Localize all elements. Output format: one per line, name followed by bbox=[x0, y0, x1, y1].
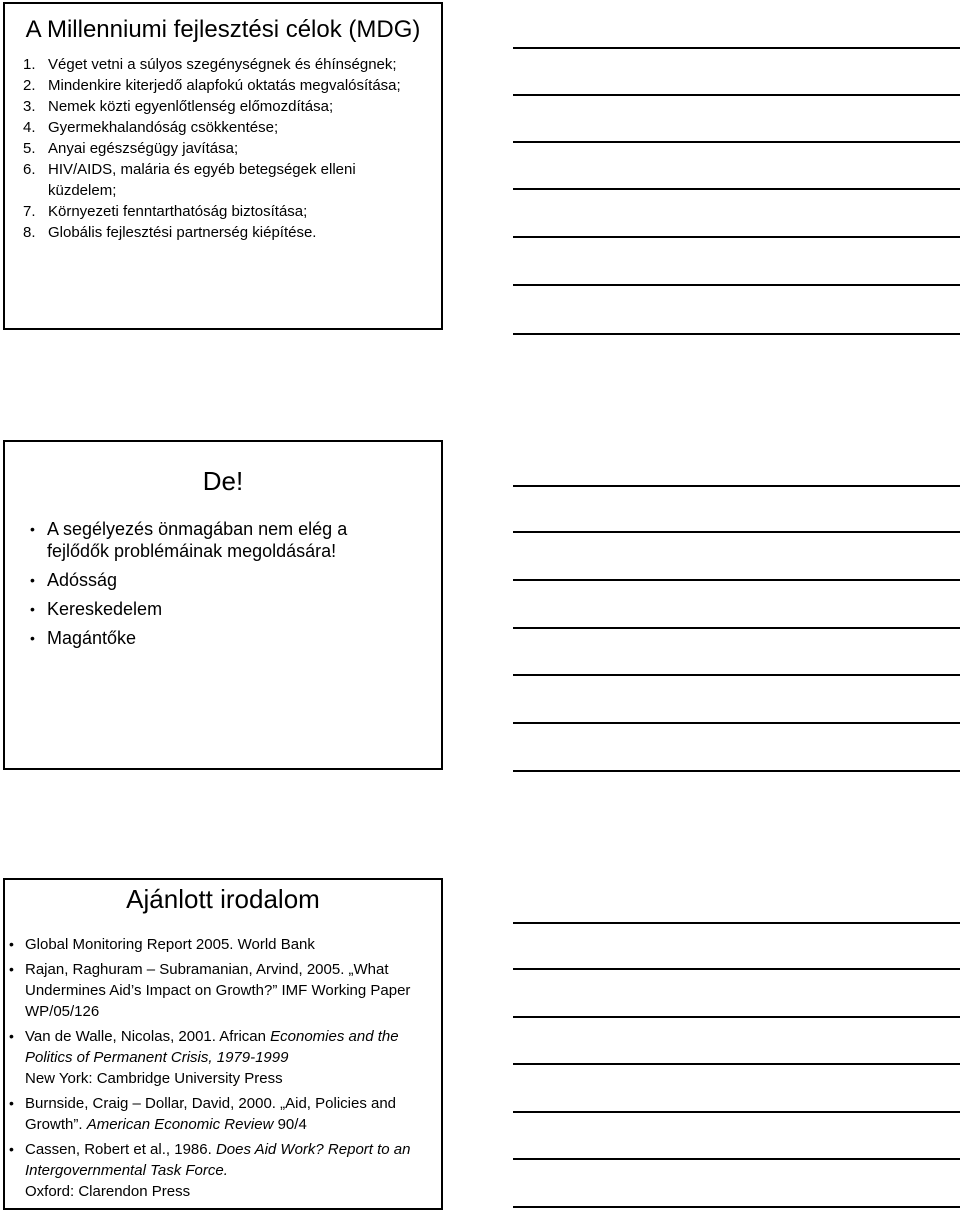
reference-item bbox=[25, 959, 435, 1022]
reference-item bbox=[25, 1139, 435, 1202]
item-text: HIV/AIDS, malária és egyéb betegségek elleni küzdelem; bbox=[48, 161, 356, 199]
item-text: Gyermekhalandóság csökkentése; bbox=[48, 119, 279, 136]
note-line bbox=[513, 579, 960, 581]
reference-item bbox=[25, 934, 435, 955]
note-line bbox=[513, 627, 960, 629]
list-item bbox=[23, 75, 441, 96]
bullet-list bbox=[5, 518, 441, 649]
reference-title: American Economic Review bbox=[86, 1116, 274, 1133]
list-item bbox=[23, 222, 441, 243]
item-number: 5. bbox=[23, 140, 36, 157]
note-line bbox=[513, 94, 960, 96]
note-line bbox=[513, 922, 960, 924]
note-line bbox=[513, 188, 960, 190]
note-line bbox=[513, 236, 960, 238]
slide-mdg bbox=[3, 2, 443, 330]
reference-title: Does Aid Work? Report to an Intergovernmental Task Force. bbox=[25, 1141, 411, 1179]
reference-text: Van de Walle, Nicolas, 2001. African bbox=[25, 1028, 271, 1045]
list-item bbox=[23, 159, 441, 201]
slide-title: A Millenniumi fejlesztési célok (MDG) bbox=[25, 16, 421, 43]
list-item: • Kereskedelem bbox=[47, 598, 397, 620]
note-line bbox=[513, 1158, 960, 1160]
reference-title: Economies and the Politics of Permanent Crisis, 1979-1999 bbox=[25, 1028, 399, 1066]
reference-publisher: 90/4 bbox=[273, 1116, 307, 1133]
note-line bbox=[513, 1111, 960, 1113]
item-number: 7. bbox=[23, 203, 36, 220]
note-line bbox=[513, 1206, 960, 1208]
reference-item bbox=[25, 1093, 435, 1135]
item-number: 1. bbox=[23, 56, 36, 73]
reference-text: Global Monitoring Report 2005. World Bank bbox=[25, 936, 315, 953]
list-item: • Magántőke bbox=[47, 627, 397, 649]
item-number: 3. bbox=[23, 98, 36, 115]
note-line bbox=[513, 333, 960, 335]
list-item: • Adósság bbox=[47, 569, 397, 591]
item-text: Véget vetni a súlyos szegénységnek és éhínségnek; bbox=[48, 56, 397, 73]
note-line bbox=[513, 770, 960, 772]
reference-text: Rajan, Raghuram – Subramanian, Arvind, 2005. „What Undermines Aid’s Impact on Growth?” IMF Working Paper WP/05/126 bbox=[25, 961, 411, 1020]
note-line bbox=[513, 674, 960, 676]
note-line bbox=[513, 722, 960, 724]
list-item bbox=[23, 96, 441, 117]
note-line bbox=[513, 1063, 960, 1065]
reference-item bbox=[25, 1026, 435, 1089]
item-text: Nemek közti egyenlőtlenség előmozdítása; bbox=[48, 98, 334, 115]
list-item bbox=[23, 54, 441, 75]
goal-list bbox=[5, 54, 441, 243]
note-line bbox=[513, 531, 960, 533]
slide-references bbox=[3, 878, 443, 1210]
reference-list bbox=[5, 934, 441, 1202]
list-item bbox=[23, 138, 441, 159]
slide-title: De! bbox=[202, 466, 244, 496]
item-number: 4. bbox=[23, 119, 36, 136]
note-line bbox=[513, 968, 960, 970]
note-line bbox=[513, 284, 960, 286]
reference-text: Cassen, Robert et al., 1986. bbox=[25, 1141, 216, 1158]
note-line bbox=[513, 485, 960, 487]
list-item bbox=[23, 201, 441, 222]
item-number: 2. bbox=[23, 77, 36, 94]
note-line bbox=[513, 47, 960, 49]
item-text: Mindenkire kiterjedő alapfokú oktatás megvalósítása; bbox=[48, 77, 401, 94]
slide-title: Ajánlott irodalom bbox=[126, 884, 320, 914]
note-line bbox=[513, 141, 960, 143]
slide-de bbox=[3, 440, 443, 770]
item-number: 8. bbox=[23, 224, 36, 241]
item-text: Globális fejlesztési partnerség kiépítése. bbox=[48, 224, 317, 241]
item-number: 6. bbox=[23, 161, 36, 178]
reference-publisher: New York: Cambridge University Press bbox=[25, 1070, 283, 1087]
list-item bbox=[23, 117, 441, 138]
item-text: Anyai egészségügy javítása; bbox=[48, 140, 239, 157]
note-line bbox=[513, 1016, 960, 1018]
item-text: Környezeti fenntarthatóság biztosítása; bbox=[48, 203, 308, 220]
reference-text: Burnside, Craig – Dollar, David, 2000. „Aid, Policies and Growth”. bbox=[25, 1095, 397, 1133]
reference-publisher: Oxford: Clarendon Press bbox=[25, 1183, 191, 1200]
list-item: • A segélyezés önmagában nem elég a fejlődők problémáinak megoldására! bbox=[47, 518, 397, 562]
